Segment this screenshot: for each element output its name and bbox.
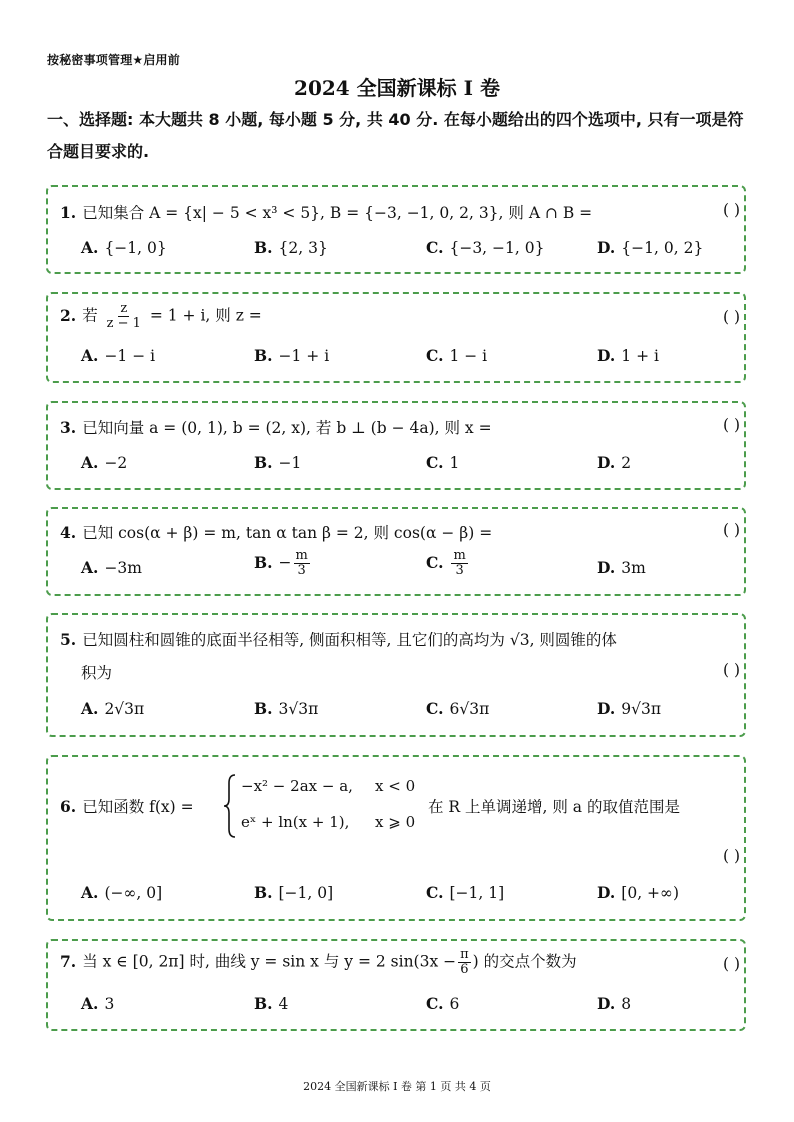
- question-1: [46, 185, 746, 274]
- question-5-stem-line2: 积为: [81, 664, 113, 682]
- option-d: D. [0, +∞): [597, 883, 680, 902]
- section-instructions: 一、选择题: 本大题共 8 小题, 每小题 5 分, 共 40 分. 在每小题给出的四个选项中, 只有一项是符合题目要求的.: [47, 110, 744, 161]
- option-a: A. −1 − i: [81, 346, 156, 365]
- option-a: A. {−1, 0}: [81, 238, 167, 257]
- piece-1-expression: −x² − 2ax − a,: [241, 777, 353, 795]
- question-4: [46, 507, 746, 596]
- question-2-stem: 2. 若 $\frac{z}{z - 1}$ = 1 + i, 则 z =: [60, 301, 262, 331]
- option-d: D. 2: [597, 453, 632, 472]
- option-a: A. −3m: [81, 558, 142, 577]
- answer-paren: ( ): [722, 661, 740, 679]
- question-text: 已知向量 a = (0, 1), b = (2, x), 若 b ⊥ (b − 4a), 则 x =: [82, 419, 492, 437]
- left-brace-icon: [223, 773, 237, 839]
- option-c: C. 1: [426, 453, 460, 472]
- question-number: 7.: [60, 951, 77, 971]
- piece-1-condition: x < 0: [375, 777, 416, 795]
- option-b: B. 4: [254, 994, 289, 1013]
- piece-2-expression: eˣ + ln(x + 1),: [241, 813, 350, 831]
- question-4-stem: [60, 521, 734, 543]
- question-2: [46, 292, 746, 383]
- option-c: C. 1 − i: [426, 346, 488, 365]
- option-d: D. {−1, 0, 2}: [597, 238, 704, 257]
- question-number: 2.: [60, 305, 77, 325]
- question-number: 5.: [60, 630, 77, 649]
- option-b: B. −1 + i: [254, 346, 330, 365]
- question-1-stem: [60, 201, 734, 223]
- option-c: C. 6√3π: [426, 699, 490, 718]
- question-number: 4.: [60, 523, 77, 542]
- fraction: $\frac{\pi}{6}$: [460, 947, 469, 977]
- answer-paren: ( ): [722, 847, 740, 865]
- question-6-stem: 6. 已知函数 f(x) =: [60, 797, 194, 816]
- question-number: 6.: [60, 797, 77, 816]
- page-footer: 2024 全国新课标 I 卷 第 1 页 共 4 页: [303, 1080, 491, 1093]
- piecewise-function: [223, 773, 423, 843]
- piece-2-condition: x ⩾ 0: [375, 813, 416, 831]
- option-c: C. 6: [426, 994, 460, 1013]
- question-text: 已知 cos(α + β) = m, tan α tan β = 2, 则 cos(α − β) =: [82, 524, 493, 542]
- option-a: A. 3: [81, 994, 115, 1013]
- question-3: [46, 401, 746, 490]
- option-c: C. $\frac{m}{3}$: [426, 548, 466, 578]
- question-number: 3.: [60, 418, 77, 437]
- fraction: $\frac{m}{3}$: [295, 548, 308, 578]
- option-d: D. 3m: [597, 558, 646, 577]
- option-d: D. 8: [597, 994, 632, 1013]
- answer-paren: ( ): [722, 308, 740, 326]
- option-b: B. {2, 3}: [254, 238, 328, 257]
- answer-paren: ( ): [722, 955, 740, 973]
- option-b: B. 3√3π: [254, 699, 319, 718]
- option-a: A. −2: [81, 453, 128, 472]
- question-text: 已知集合 A = {x| − 5 < x³ < 5}, B = {−3, −1, 0, 2, 3}, 则 A ∩ B =: [82, 204, 593, 222]
- option-a: A. 2√3π: [81, 699, 145, 718]
- option-c: C. {−3, −1, 0}: [426, 238, 545, 257]
- option-b: B. − $\frac{m}{3}$: [254, 548, 308, 578]
- question-6: [46, 755, 746, 921]
- question-text: 已知圆柱和圆锥的底面半径相等, 侧面积相等, 且它们的高均为 √3, 则圆锥的体: [82, 631, 617, 649]
- option-d: D. 9√3π: [597, 699, 662, 718]
- option-b: B. −1: [254, 453, 302, 472]
- answer-paren: ( ): [722, 521, 740, 539]
- exam-title: 2024 全国新课标 I 卷: [294, 76, 500, 100]
- question-5-stem-line1: [60, 628, 734, 650]
- option-d: D. 1 + i: [597, 346, 659, 365]
- fraction: $\frac{z}{z - 1}$: [106, 301, 141, 331]
- question-3-stem: [60, 416, 734, 438]
- fraction: $\frac{m}{3}$: [453, 548, 466, 578]
- option-c: C. [−1, 1]: [426, 883, 505, 902]
- question-7-stem: 7. 当 x ∈ [0, 2π] 时, 曲线 y = sin x 与 y = 2 sin(3x − $\frac{\pi}{6}$ ) 的交点个数为: [60, 947, 577, 977]
- option-b: B. [−1, 0]: [254, 883, 334, 902]
- confidentiality-note: 按秘密事项管理★启用前: [47, 53, 180, 67]
- question-7: [46, 939, 746, 1031]
- question-6-stem-post: 在 R 上单调递增, 则 a 的取值范围是: [428, 798, 680, 816]
- question-5: [46, 613, 746, 737]
- option-a: A. (−∞, 0]: [81, 883, 163, 902]
- question-number: 1.: [60, 203, 77, 222]
- answer-paren: ( ): [722, 416, 740, 434]
- answer-paren: ( ): [722, 201, 740, 219]
